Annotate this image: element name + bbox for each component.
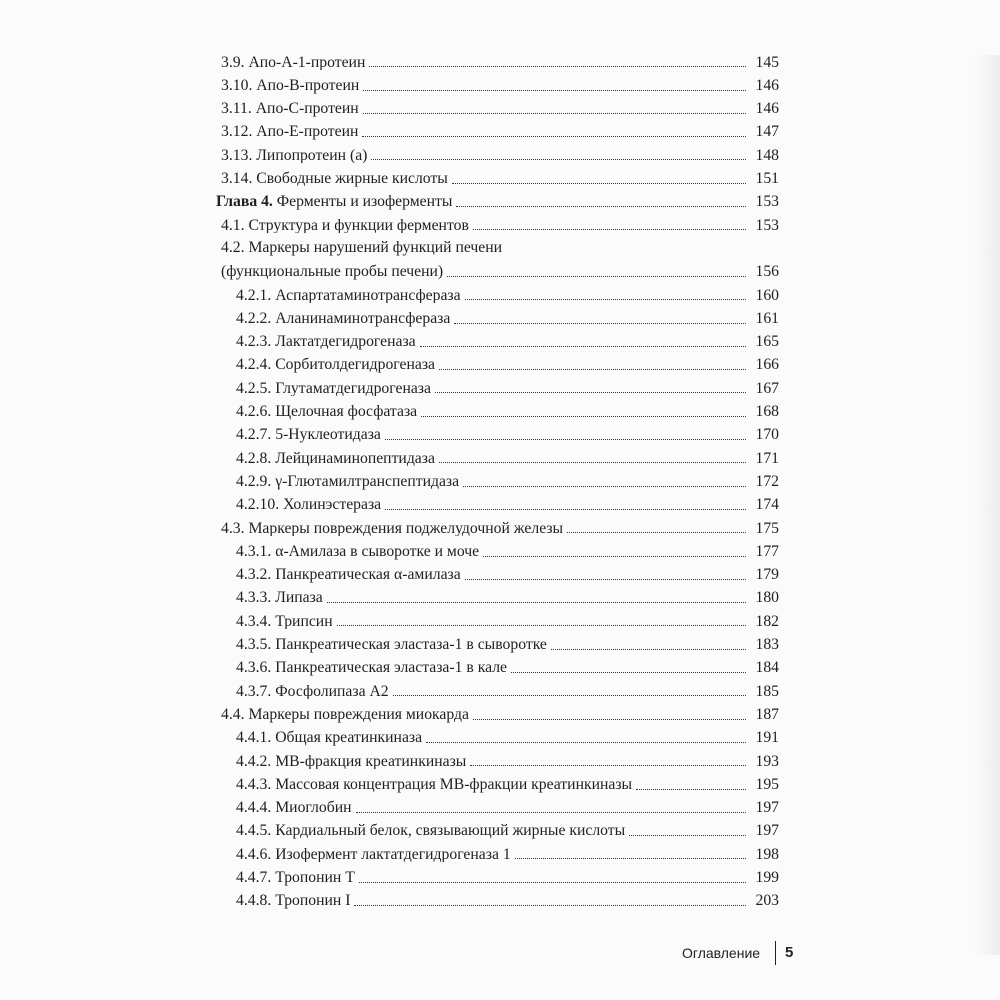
dot-leader [435, 392, 746, 393]
toc-entry-title: 4.3. Маркеры повреждения поджелудочной железы [221, 520, 564, 537]
toc-entry-title: 4.4.3. Массовая концентрация МВ-фракции креатинкиназы [236, 776, 633, 793]
toc-entry[interactable] [216, 47, 779, 70]
toc-entry-title: 4.3.1. α-Амилаза в сыворотке и моче [236, 543, 480, 560]
toc-entry-title: 4.2.9. γ-Глютамилтранспептидаза [236, 473, 460, 490]
toc-entry[interactable] [216, 699, 779, 722]
toc-entry-title: 4.4. Маркеры повреждения миокарда [221, 706, 469, 723]
chapter-title-text: Ферменты и изоферменты [276, 194, 453, 211]
toc-entry-page: 167 [755, 379, 779, 397]
toc-chapter-title [216, 194, 452, 210]
toc-entry-page: 171 [755, 449, 779, 467]
dot-leader [636, 789, 746, 790]
toc-entry[interactable] [216, 862, 779, 885]
toc-entry[interactable] [216, 490, 779, 513]
dot-leader [551, 649, 746, 650]
toc-entry[interactable] [216, 886, 779, 909]
dot-leader [452, 183, 746, 184]
toc-entry[interactable] [216, 70, 779, 93]
toc-entry[interactable] [216, 466, 779, 489]
toc-entry-title: 4.3.5. Панкреатическая эластаза-1 в сыворотке [236, 637, 547, 653]
footer-section-label: Оглавление [682, 945, 761, 961]
toc-entry-title: 4.3.3. Липаза [236, 590, 323, 607]
toc-entry[interactable] [216, 210, 779, 233]
toc-entry-title: 4.2.2. Аланинаминотрансфераза [236, 310, 451, 327]
toc-entry-page: 179 [755, 566, 779, 584]
dot-leader [483, 556, 746, 557]
toc-entry-page: 168 [755, 403, 779, 421]
toc-entry-page: 203 [755, 892, 779, 910]
toc-entry-page: 160 [755, 286, 779, 304]
toc-entry-title: 3.14. Свободные жирные кислоты [221, 171, 448, 187]
chapter-label: Глава 4. [216, 194, 273, 211]
toc-entry-page: 153 [755, 193, 779, 211]
toc-entry-page: 166 [755, 356, 779, 374]
dot-leader [473, 229, 746, 230]
toc-entry-page: 174 [755, 496, 779, 514]
page-edge-shadow [973, 55, 1000, 955]
toc-entry[interactable] [216, 816, 779, 839]
toc-entry-page: 183 [755, 636, 779, 654]
dot-leader [473, 719, 746, 720]
dot-leader [470, 765, 746, 766]
toc-entry[interactable] [216, 583, 779, 606]
toc-entry-page: 195 [755, 775, 779, 793]
toc-entry-title: 4.2.8. Лейцинаминопептидаза [236, 450, 435, 467]
toc-entry-page: 161 [755, 309, 779, 327]
toc-entry-page: 185 [755, 682, 779, 700]
toc-entry-title: 4.2.7. 5-Нуклеотидаза [236, 427, 381, 444]
dot-leader [511, 672, 746, 673]
toc-entry[interactable] [216, 793, 779, 816]
dot-leader [439, 462, 746, 463]
dot-leader [421, 416, 746, 417]
toc-entry-title: 4.4.2. МВ-фракция креатинкиназы [236, 753, 467, 770]
toc-entry-title: 4.1. Структура и функции ферментов [221, 217, 469, 234]
toc-entry[interactable] [216, 280, 779, 303]
toc-entry-page: 180 [755, 589, 779, 607]
footer-page-number: 5 [785, 944, 794, 961]
dot-leader [629, 835, 746, 836]
dot-leader [363, 113, 746, 114]
dot-leader [454, 323, 746, 324]
toc-entry-page: 177 [755, 542, 779, 560]
toc-entry-page: 172 [755, 472, 779, 490]
toc-entry-title: 4.4.5. Кардиальный белок, связывающий жирные кислоты [236, 823, 626, 840]
toc-entry[interactable] [216, 94, 779, 117]
toc-entry-title: 4.3.4. Трипсин [236, 613, 333, 630]
toc-entry[interactable] [216, 769, 779, 792]
toc-entry[interactable] [216, 303, 779, 326]
dot-leader [359, 882, 746, 883]
toc-entry[interactable] [216, 746, 779, 769]
toc-entry-title: 4.4.1. Общая креатинкиназа [236, 730, 423, 746]
toc-entry-title: 4.3.7. Фосфолипаза А2 [236, 683, 389, 700]
toc-entry-title: 4.3.2. Панкреатическая α-амилаза [236, 567, 461, 583]
toc-entry-title: 4.2.4. Сорбитолдегидрогеназа [236, 357, 436, 374]
toc-entry[interactable] [216, 629, 779, 652]
toc-entry-page: 191 [755, 729, 779, 747]
toc-entry-page: 145 [755, 53, 779, 71]
toc-entry[interactable] [216, 653, 779, 676]
dot-leader [393, 695, 746, 696]
toc-entry-title: 4.4.4. Миоглобин [236, 800, 352, 816]
footer-divider [775, 941, 776, 965]
toc-entry-page: 199 [755, 868, 779, 886]
dot-leader [385, 509, 746, 510]
toc-entry[interactable] [216, 513, 779, 536]
toc-entry[interactable] [216, 140, 779, 163]
toc-entry[interactable] [216, 839, 779, 862]
dot-leader [354, 905, 746, 906]
toc-entry[interactable] [216, 560, 779, 583]
toc-entry-page: 184 [755, 659, 779, 677]
toc-entry[interactable] [216, 117, 779, 140]
dot-leader [369, 66, 746, 67]
toc-entry[interactable] [216, 350, 779, 373]
dot-leader [465, 299, 746, 300]
toc-chapter-entry[interactable] [216, 187, 779, 210]
dot-leader [447, 276, 746, 277]
toc-entry-title: 4.4.8. Тропонин I [236, 893, 351, 909]
toc-entry[interactable] [216, 723, 779, 746]
toc-entry-page: 187 [755, 705, 779, 723]
toc-entry-title: 4.2.10. Холинэстераза [236, 497, 382, 513]
toc-entry-title: 3.10. Апо-В-протеин [221, 77, 360, 94]
toc-entry-page: 198 [755, 845, 779, 863]
dot-leader [337, 625, 746, 626]
toc-entry-page: 175 [755, 519, 779, 537]
dot-leader [426, 742, 746, 743]
dot-leader [363, 90, 746, 91]
dot-leader [371, 159, 746, 160]
toc-entry-title: 3.13. Липопротеин (а) [221, 147, 368, 164]
toc-entry-title: 3.9. Апо-А-1-протеин [221, 54, 366, 71]
toc-entry[interactable] [216, 257, 779, 280]
toc-entry-page: 197 [755, 799, 779, 817]
toc-entry[interactable] [216, 606, 779, 629]
dot-leader [439, 369, 746, 370]
toc-entry[interactable] [216, 420, 779, 443]
toc-entry-title: 4.2.6. Щелочная фосфатаза [236, 404, 418, 420]
toc-entry-title: 4.4.7. Тропонин Т [236, 869, 355, 886]
dot-leader [567, 532, 746, 533]
toc-entry-title: 3.12. Апо-Е-протеин [221, 124, 359, 141]
toc-entry-title: (функциональные пробы печени) [221, 264, 444, 280]
toc-entry-page: 156 [755, 263, 779, 281]
toc-entry-page: 153 [755, 216, 779, 234]
dot-leader [362, 136, 746, 137]
dot-leader [463, 486, 746, 487]
toc-entry-page: 147 [755, 123, 779, 141]
dot-leader [327, 602, 746, 603]
toc-entry[interactable] [216, 163, 779, 186]
toc-entry-title: 3.11. Апо-С-протеин [221, 101, 359, 117]
toc-entry-line1[interactable]: 4.2. Маркеры нарушений функций печени [221, 238, 503, 256]
toc-entry-title: 4.2.5. Глутаматдегидрогеназа [236, 380, 431, 397]
toc-entry[interactable] [216, 443, 779, 466]
toc-entry[interactable] [216, 536, 779, 559]
toc-entry-page: 148 [755, 146, 779, 164]
toc-entry[interactable] [216, 327, 779, 350]
toc-entry[interactable] [216, 676, 779, 699]
dot-leader [515, 858, 746, 859]
toc-entry-title: 4.2.3. Лактатдегидрогеназа [236, 334, 416, 350]
dot-leader [456, 206, 746, 207]
toc-entry-title: 4.4.6. Изофермент лактатдегидрогеназа 1 [236, 846, 511, 863]
toc-entry[interactable] [216, 373, 779, 396]
toc-entry-page: 193 [755, 752, 779, 770]
toc-entry-title: 4.3.6. Панкреатическая эластаза-1 в кале [236, 660, 507, 677]
toc-entry-page: 170 [755, 426, 779, 444]
toc-entry-page: 146 [755, 76, 779, 94]
dot-leader [420, 346, 746, 347]
toc-entry-page: 146 [755, 100, 779, 118]
dot-leader [465, 579, 746, 580]
dot-leader [385, 439, 746, 440]
dot-leader [356, 812, 747, 813]
toc-entry-page: 182 [755, 612, 779, 630]
toc-entry-title: 4.2.1. Аспартатаминотрансфераза [236, 287, 461, 304]
table-of-contents [216, 47, 779, 909]
toc-entry-page: 197 [755, 822, 779, 840]
toc-entry-page: 151 [755, 170, 779, 188]
toc-entry-page: 165 [755, 333, 779, 351]
toc-entry[interactable] [216, 396, 779, 419]
